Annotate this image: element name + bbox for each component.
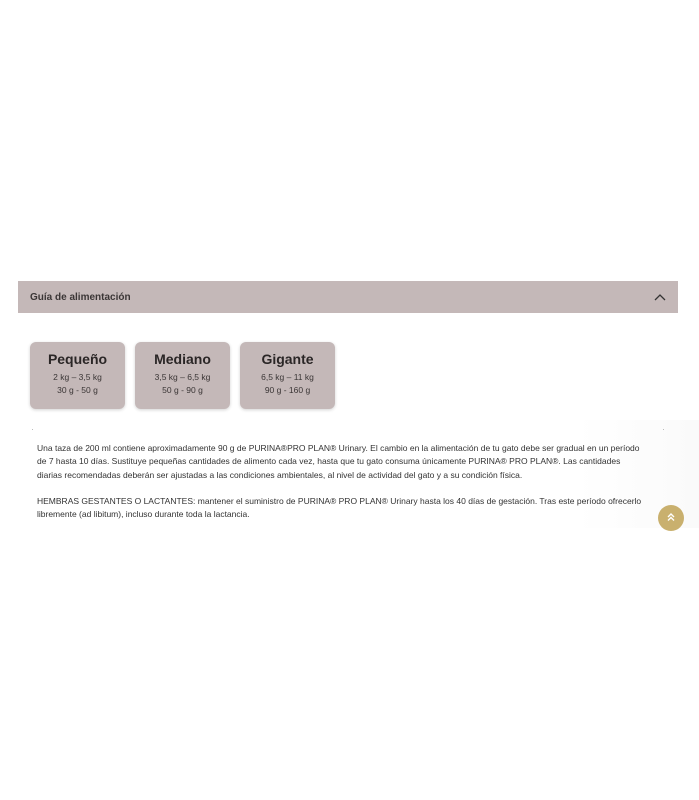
size-card-title: Mediano <box>154 351 211 367</box>
divider-dot <box>32 429 33 430</box>
scroll-to-top-button[interactable] <box>658 505 684 531</box>
size-card-medium[interactable] <box>135 342 230 409</box>
feeding-paragraph: Una taza de 200 ml contiene aproximadamente 90 g de PURINA®PRO PLAN® Urinary. El cambio en la alimentación de tu gato debe ser gradual en un período de 7 hasta 10 días. Sustituye pequeñas cantidades de alimento cada vez, hasta que tu gato consuma únicamente PURINA® PRO PLAN®. Las cantidades diarias recomendadas deberán ser ajustadas a las condiciones ambientales, al nivel de actividad del gato y a su condición física. <box>37 443 640 480</box>
size-card-weight: 6,5 kg – 11 kg <box>261 372 314 382</box>
size-card-weight: 3,5 kg – 6,5 kg <box>154 372 211 382</box>
accordion-title: Guía de alimentación <box>30 291 131 303</box>
pregnancy-paragraph: HEMBRAS GESTANTES O LACTANTES: mantener el suministro de PURINA® PRO PLAN® Urinary hasta los 40 días de gestación. Tras este período ofrecerlo libremente (ad libitum), incluso durante toda la lactancia. <box>37 495 642 520</box>
size-card-giant[interactable] <box>240 342 335 409</box>
size-cards <box>30 342 335 409</box>
size-card-title: Gigante <box>261 351 314 367</box>
chevron-up-icon[interactable] <box>654 291 666 303</box>
size-card-amount: 50 g - 90 g <box>162 385 203 395</box>
size-card-amount: 90 g - 160 g <box>264 385 311 395</box>
feeding-guide-accordion-header[interactable] <box>18 281 678 313</box>
size-card-weight: 2 kg – 3,5 kg <box>53 372 102 382</box>
size-card-title: Pequeño <box>47 351 108 367</box>
size-card-amount: 30 g - 50 g <box>57 385 98 395</box>
size-card-small[interactable] <box>30 342 125 409</box>
divider-dot <box>663 429 664 430</box>
double-chevron-up-icon <box>666 509 676 527</box>
feeding-guide-description <box>19 420 699 528</box>
